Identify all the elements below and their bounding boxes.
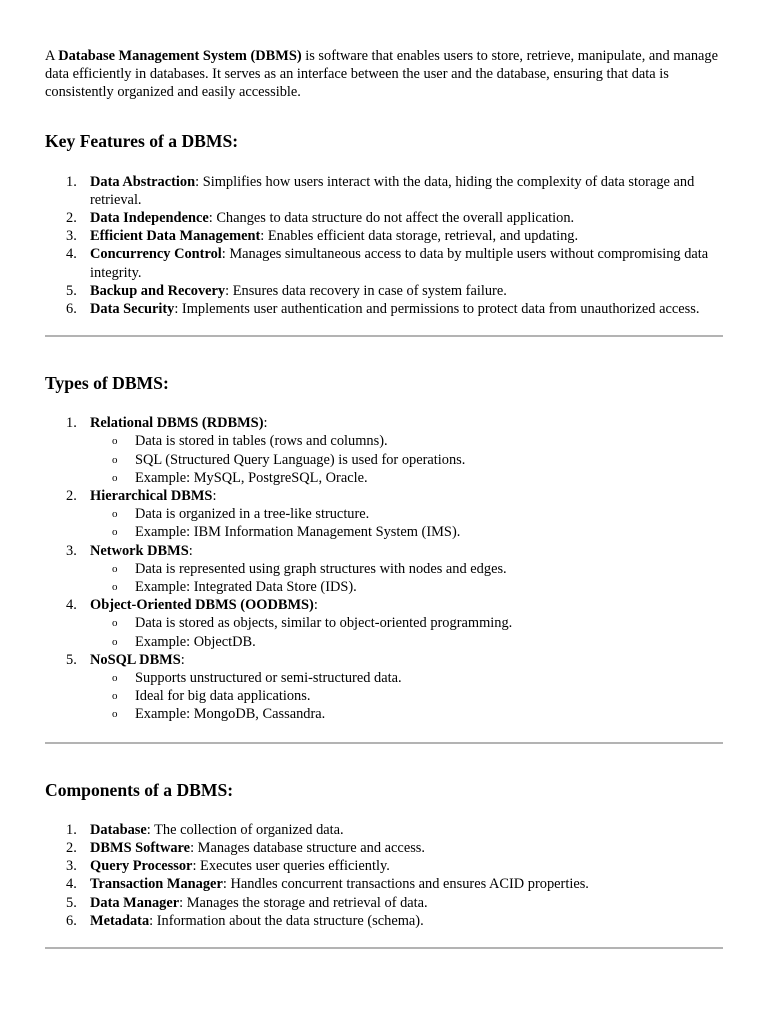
list-number: 5. <box>66 894 77 911</box>
list-number: 1. <box>66 415 77 432</box>
feature-desc: : Simplifies how users interact with the data, hiding the complexity of data storage and retrieval. <box>90 173 695 208</box>
component-item <box>66 894 723 912</box>
list-number: 3. <box>66 542 77 559</box>
detail-text: Data is stored in tables (rows and columns). <box>135 433 388 450</box>
list-number: 2. <box>66 210 77 227</box>
type-details <box>90 669 723 724</box>
intro-text: is software that enables users to store, retrieve, manipulate, and manage data efficiently in databases. It serves as an interface between the user and the database, ensuring that data is consistently organized and easily accessible. <box>45 48 719 101</box>
feature-desc: : Enables efficient data storage, retrieval, and updating. <box>260 228 579 245</box>
list-item <box>112 469 723 487</box>
list-item <box>112 560 723 578</box>
detail-text: Example: MongoDB, Cassandra. <box>135 706 326 723</box>
list-item <box>112 505 723 523</box>
component-term: Database <box>90 821 147 838</box>
bullet-marker: o <box>112 453 118 466</box>
detail-text: Example: IBM Information Management System (IMS). <box>135 524 461 541</box>
features-list <box>45 173 723 319</box>
bullet-marker: o <box>112 562 118 575</box>
type-item <box>66 542 723 597</box>
detail-text: Ideal for big data applications. <box>135 688 311 705</box>
list-number: 1. <box>66 173 77 190</box>
bullet-marker: o <box>112 526 118 539</box>
list-item <box>112 705 723 723</box>
section-divider <box>45 742 723 744</box>
feature-term: Data Independence <box>90 210 209 227</box>
list-number: 1. <box>66 821 77 838</box>
type-suffix: : <box>263 415 268 432</box>
feature-desc: : Changes to data structure do not affect the overall application. <box>208 210 575 227</box>
type-details <box>90 432 723 487</box>
type-term: Network DBMS <box>90 542 189 559</box>
feature-term: Concurrency Control <box>90 246 222 263</box>
component-term: DBMS Software <box>90 839 191 856</box>
component-item <box>66 912 723 930</box>
feature-desc: : Implements user authentication and permissions to protect data from unauthorized access. <box>174 301 700 318</box>
bullet-marker: o <box>112 690 118 703</box>
bullet-marker: o <box>112 581 118 594</box>
type-item <box>66 487 723 542</box>
feature-desc: : Ensures data recovery in case of system failure. <box>225 282 507 299</box>
list-item <box>112 523 723 541</box>
feature-term: Backup and Recovery <box>90 282 226 299</box>
list-number: 6. <box>66 912 77 929</box>
list-item <box>112 451 723 469</box>
bullet-marker: o <box>112 672 118 685</box>
type-term: NoSQL DBMS <box>90 651 181 668</box>
detail-text: Data is represented using graph structures with nodes and edges. <box>135 560 507 577</box>
component-item <box>66 875 723 893</box>
component-item <box>66 857 723 875</box>
type-details <box>90 614 723 650</box>
type-term: Object-Oriented DBMS (OODBMS) <box>90 597 314 614</box>
detail-text: SQL (Structured Query Language) is used for operations. <box>135 451 466 468</box>
detail-text: Example: ObjectDB. <box>135 633 256 650</box>
component-term: Metadata <box>90 912 150 929</box>
list-item <box>112 432 723 450</box>
intro-paragraph <box>45 47 723 102</box>
list-number: 2. <box>66 839 77 856</box>
component-item <box>66 821 723 839</box>
feature-term: Efficient Data Management <box>90 228 261 245</box>
type-term: Relational DBMS (RDBMS) <box>90 415 264 432</box>
list-number: 5. <box>66 282 77 299</box>
detail-text: Example: Integrated Data Store (IDS). <box>135 579 357 596</box>
bullet-marker: o <box>112 508 118 521</box>
list-item <box>112 633 723 651</box>
component-desc: : Handles concurrent transactions and ensures ACID properties. <box>222 876 589 893</box>
intro-term: Database Management System (DBMS) <box>58 48 302 64</box>
bullet-marker: o <box>112 635 118 648</box>
list-item <box>112 614 723 632</box>
feature-item <box>66 173 723 209</box>
list-number: 3. <box>66 228 77 245</box>
feature-term: Data Abstraction <box>90 173 196 190</box>
intro-prefix: A <box>45 48 59 64</box>
detail-text: Example: MySQL, PostgreSQL, Oracle. <box>135 469 368 486</box>
component-desc: : The collection of organized data. <box>146 821 344 838</box>
feature-term: Data Security <box>90 301 175 318</box>
types-list <box>45 414 723 723</box>
components-heading: Components of a DBMS: <box>45 779 234 800</box>
type-suffix: : <box>313 597 318 614</box>
list-number: 4. <box>66 246 77 263</box>
list-item <box>112 669 723 687</box>
features-heading: Key Features of a DBMS: <box>45 130 239 151</box>
section-divider <box>45 335 723 337</box>
component-term: Data Manager <box>90 894 180 911</box>
components-list <box>45 821 723 930</box>
feature-item <box>66 245 723 281</box>
type-suffix: : <box>180 651 185 668</box>
type-details <box>90 560 723 596</box>
document-page <box>45 47 723 949</box>
detail-text: Data is stored as objects, similar to object-oriented programming. <box>135 615 513 632</box>
component-item <box>66 839 723 857</box>
detail-text: Supports unstructured or semi-structured data. <box>135 670 402 687</box>
feature-item <box>66 209 723 227</box>
list-number: 6. <box>66 301 77 318</box>
bullet-marker: o <box>112 617 118 630</box>
detail-text: Data is organized in a tree-like structure. <box>135 506 370 523</box>
type-item <box>66 651 723 724</box>
component-desc: : Manages the storage and retrieval of data. <box>179 894 428 911</box>
feature-item <box>66 300 723 318</box>
type-details <box>90 505 723 541</box>
list-item <box>112 578 723 596</box>
types-heading: Types of DBMS: <box>45 373 169 394</box>
list-number: 4. <box>66 876 77 893</box>
list-number: 3. <box>66 858 77 875</box>
list-number: 5. <box>66 651 77 668</box>
type-suffix: : <box>212 488 217 505</box>
type-term: Hierarchical DBMS <box>90 488 213 505</box>
component-term: Transaction Manager <box>90 876 223 893</box>
list-item <box>112 687 723 705</box>
bullet-marker: o <box>112 435 118 448</box>
type-item <box>66 414 723 487</box>
component-desc: : Information about the data structure (schema). <box>149 912 424 929</box>
type-item <box>66 596 723 651</box>
bullet-marker: o <box>112 471 118 484</box>
feature-item <box>66 227 723 245</box>
component-desc: : Executes user queries efficiently. <box>192 858 390 875</box>
list-number: 4. <box>66 597 77 614</box>
list-number: 2. <box>66 488 77 505</box>
feature-desc: : Manages simultaneous access to data by multiple users without compromising data integrity. <box>90 246 709 281</box>
feature-item <box>66 282 723 300</box>
type-suffix: : <box>188 542 193 559</box>
bullet-marker: o <box>112 708 118 721</box>
component-desc: : Manages database structure and access. <box>190 839 426 856</box>
component-term: Query Processor <box>90 858 193 875</box>
section-divider <box>45 947 723 949</box>
